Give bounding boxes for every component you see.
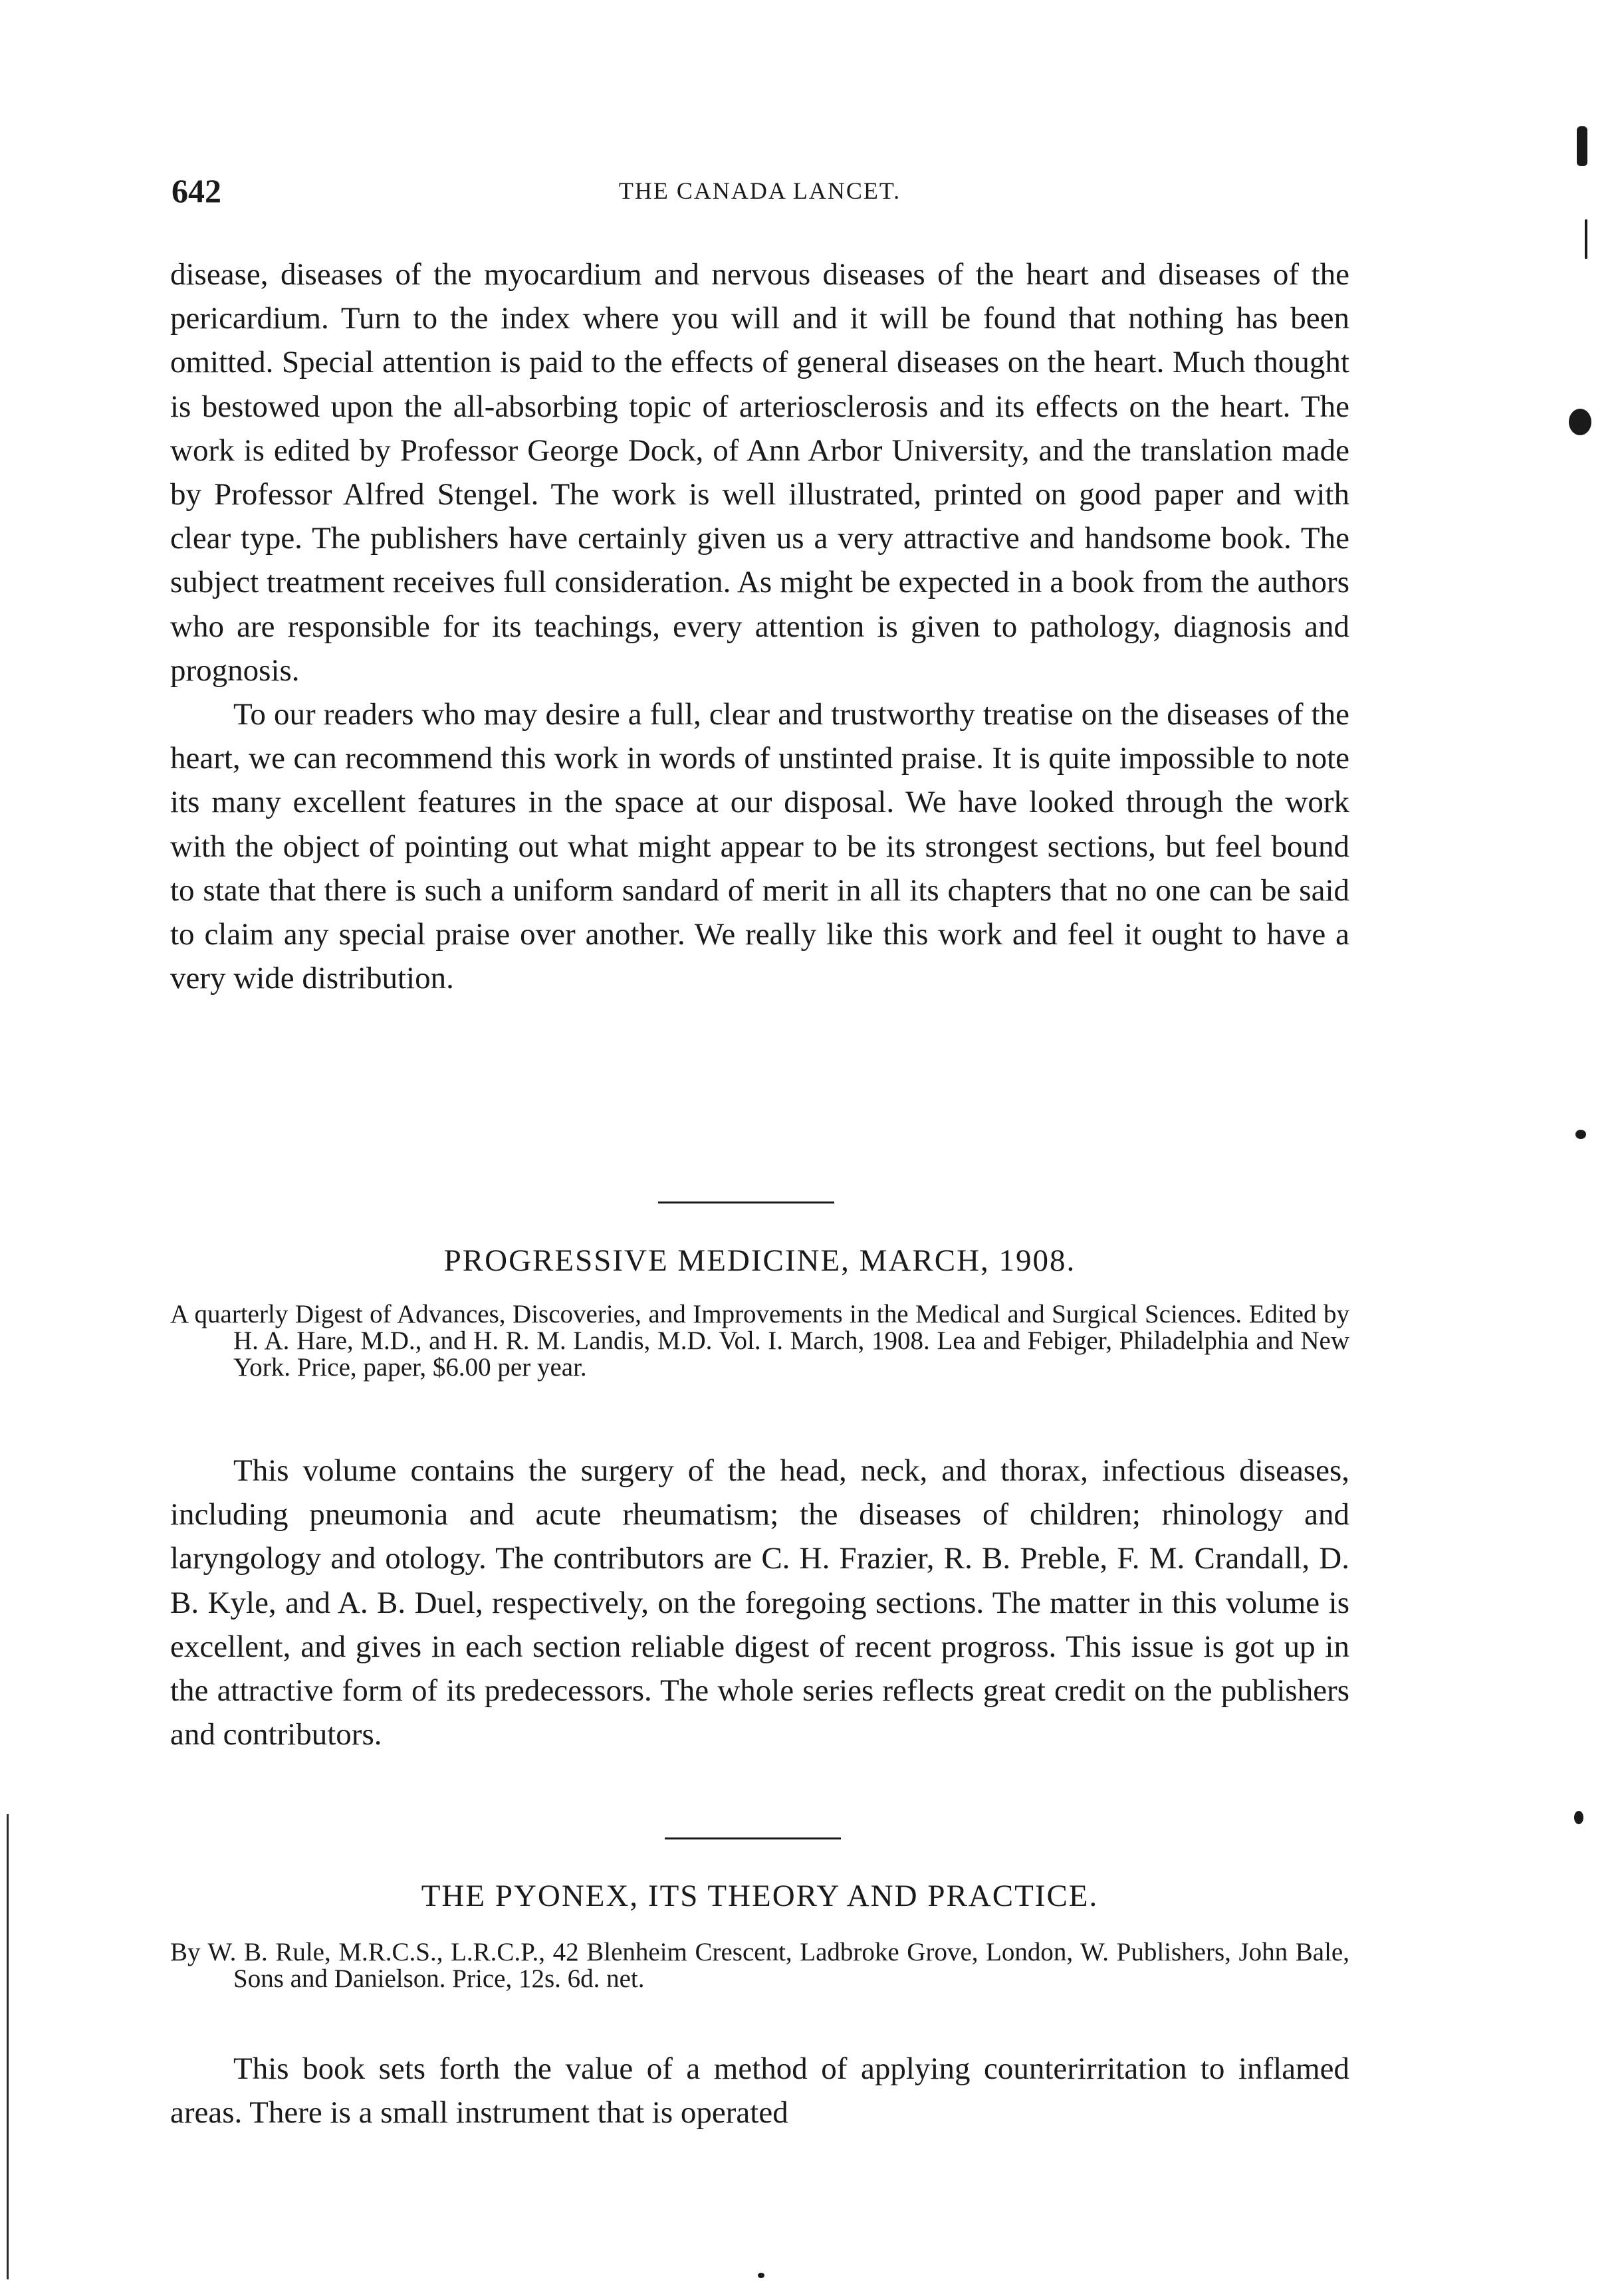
scan-speck bbox=[1585, 219, 1587, 259]
running-head: THE CANADA LANCET. bbox=[618, 177, 901, 204]
progressive-medicine-body: This volume contains the surgery of the head, neck, and thorax, infectious diseases, including pneumonia and acute rheumatism; the diseases of children; rhinology and laryngology and otology. The contributors are C. H. Frazier, R. B. Preble, F. M. Crandall, D. B. Kyle, and A. B. Duel, respectively, on the foregoing sections. The matter in this volume is excellent, and gives in each section reliable digest of recent progross. This issue is got up in the attractive form of its predecessors. The whole series reflects great credit on the publishers and contributors. bbox=[170, 1453, 1349, 1752]
scan-gutter-line bbox=[7, 1814, 9, 2279]
pyonex-title: THE PYONEX, ITS THEORY AND PRACTICE. bbox=[421, 1879, 1099, 1913]
progressive-medicine-review bbox=[170, 1449, 1349, 1756]
scan-speck bbox=[1577, 126, 1587, 166]
review-paragraph-1: disease, diseases of the myocardium and nervous diseases of the heart and diseases of the pericardium. Turn to the index where you will and it will be found that nothing has been omitted. Special attention is paid to the effects of general diseases on the heart. Much thought is bestowed upon the all-absorbing topic of arteriosclerosis and its effects on the heart. The work is edited by Professor George Dock, of Ann Arbor University, and the translation made by Professor Alfred Stengel. The work is well illustrated, printed on good paper and with clear type. The publishers have certainly given us a very attractive and handsome book. The subject treatment receives full consideration. As might be expected in a book from the authors who are responsible for its teachings, every attention is given to pathology, diagnosis and prognosis. bbox=[170, 257, 1349, 688]
progressive-medicine-title: PROGRESSIVE MEDICINE, MARCH, 1908. bbox=[443, 1243, 1076, 1278]
page-number: 642 bbox=[172, 172, 221, 209]
review-paragraph-2: To our readers who may desire a full, clear and trustworthy treatise on the diseases of the heart, we can recommend this work in words of unstinted praise. It is quite impossible to note its many excellent features in the space at our disposal. We have looked through the work with the object of pointing out what might appear to be its strongest sections, but feel bound to state that there is such a uniform sandard of merit in all its chapters that no one can be said to claim any special praise over another. We really like this work and feel it ought to have a very wide distribution. bbox=[170, 697, 1349, 996]
pyonex-review bbox=[170, 2047, 1349, 2135]
scan-speck bbox=[1575, 1130, 1586, 1139]
scan-speck bbox=[1574, 1811, 1583, 1824]
pyonex-body: This book sets forth the value of a method of applying counterirritation to inflamed areas. There is a small instrument that is operated bbox=[170, 2051, 1349, 2131]
pyonex-citation: By W. B. Rule, M.R.C.S., L.R.C.P., 42 Blenheim Crescent, Ladbroke Grove, London, W. Publishers, John Bale, Sons and Danielson. Price, 12s. 6d. net. bbox=[170, 1938, 1349, 1993]
review-continued bbox=[170, 253, 1349, 1000]
section-divider bbox=[665, 1837, 841, 1839]
page-header bbox=[172, 171, 1348, 211]
progressive-medicine-citation: A quarterly Digest of Advances, Discoveries, and Improvements in the Medical and Surgical Sciences. Edited by H. A. Hare, M.D., and H. R. M. Landis, M.D. Vol. I. March, 1908. Lea and Febiger, Philadelphia and New York. Price, paper, $6.00 per year. bbox=[170, 1300, 1349, 1382]
section-divider bbox=[658, 1201, 834, 1203]
scan-speck bbox=[1569, 409, 1591, 435]
scan-speck bbox=[758, 2273, 764, 2278]
